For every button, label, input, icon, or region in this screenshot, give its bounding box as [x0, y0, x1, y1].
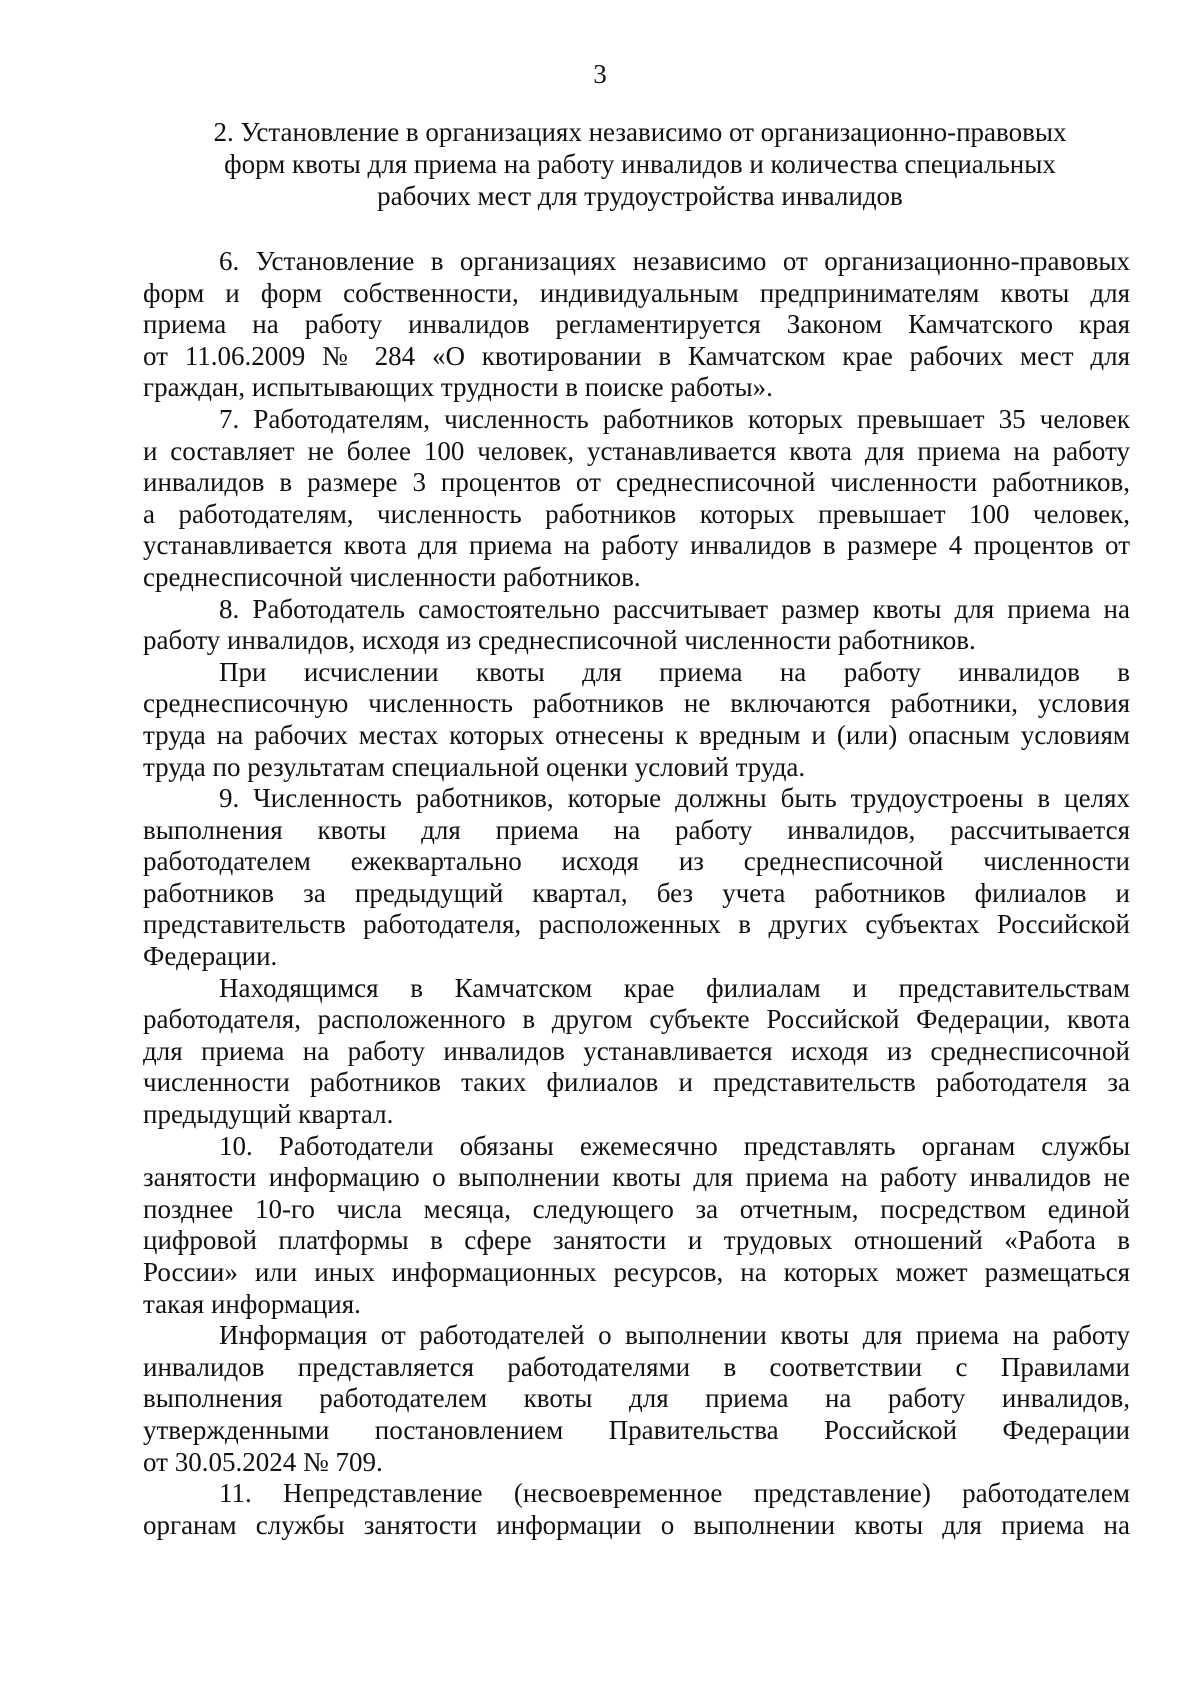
paragraph-line: выполнения работодателем квоты для приема на работу инвалидов, [143, 1383, 1130, 1414]
paragraph-line: приема на работу инвалидов регламентируется Законом Камчатского края [143, 309, 1130, 340]
paragraph-line: работников за предыдущий квартал, без учета работников филиалов и [143, 877, 1130, 908]
paragraph-line: инвалидов представляется работодателями в соответствии с Правилами [143, 1351, 1130, 1382]
paragraph-4 [143, 657, 1130, 783]
paragraph-line: от 30.05.2024 № 709. [143, 1446, 383, 1477]
paragraph-line: 7. Работодателям, численность работников которых превышает 35 человек [219, 403, 1130, 434]
paragraph-2 [143, 404, 1130, 594]
heading-line: рабочих мест для трудоустройства инвалидов [377, 181, 903, 211]
paragraph-line: среднесписочную численность работников не включаются работники, условия [143, 688, 1130, 719]
paragraph-1 [143, 246, 1130, 404]
paragraph-line: предыдущий квартал. [143, 1099, 394, 1130]
paragraph-line: форм и форм собственности, индивидуальным предпринимателям квоты для [143, 277, 1130, 308]
paragraph-line: 9. Численность работников, которые должны быть трудоустроены в целях [219, 783, 1130, 814]
document-body [143, 246, 1130, 1541]
paragraph-line: граждан, испытывающих трудности в поиске работы». [143, 372, 773, 403]
paragraph-line: работу инвалидов, исходя из среднесписочной численности работников. [143, 625, 976, 656]
heading-line: форм квоты для приема на работу инвалидов и количества специальных [224, 149, 1056, 179]
paragraph-line: 8. Работодатель самостоятельно рассчитывает размер квоты для приема на [219, 593, 1130, 624]
paragraph-line: работодателем ежеквартально исходя из среднесписочной численности [143, 846, 1130, 877]
paragraph-line: 10. Работодатели обязаны ежемесячно представлять органам службы [219, 1130, 1130, 1161]
paragraph-8 [143, 1320, 1130, 1478]
section-heading [150, 116, 1130, 212]
paragraph-line: устанавливается квота для приема на работу инвалидов в размере 4 процентов от [143, 530, 1130, 561]
paragraph-5 [143, 783, 1130, 973]
heading-line: 2. Установление в организациях независимо от организационно-правовых [213, 117, 1067, 147]
paragraph-6 [143, 973, 1130, 1131]
paragraph-line: Находящимся в Камчатском крае филиалам и представительствам [219, 972, 1130, 1003]
paragraph-line: работодателя, расположенного в другом субъекте Российской Федерации, квота [143, 1004, 1130, 1035]
paragraph-line: цифровой платформы в сфере занятости и трудовых отношений «Работа в [143, 1225, 1130, 1256]
paragraph-line: такая информация. [143, 1288, 361, 1319]
paragraph-line: При исчислении квоты для приема на работу инвалидов в [219, 656, 1130, 687]
paragraph-line: для приема на работу инвалидов устанавливается исходя из среднесписочной [143, 1035, 1130, 1066]
paragraph-line: 11. Непредставление (несвоевременное представление) работодателем [219, 1478, 1130, 1509]
paragraph-line: Федерации. [143, 941, 278, 972]
paragraph-line: органам службы занятости информации о выполнении квоты для приема на [143, 1509, 1130, 1540]
paragraph-line: Информация от работодателей о выполнении квоты для приема на работу [219, 1320, 1130, 1351]
paragraph-line: труда по результатам специальной оценки условий труда. [143, 751, 806, 782]
paragraph-line: занятости информацию о выполнении квоты для приема на работу инвалидов не [143, 1162, 1130, 1193]
paragraph-line: представительств работодателя, расположенных в других субъектах Российской [143, 909, 1130, 940]
paragraph-line: от 11.06.2009 № 284 «О квотировании в Камчатском крае рабочих мест для [143, 340, 1130, 371]
paragraph-3 [143, 594, 1130, 657]
paragraph-line: среднесписочной численности работников. [143, 561, 641, 592]
paragraph-line: а работодателям, численность работников которых превышает 100 человек, [143, 498, 1130, 529]
paragraph-line: и составляет не более 100 человек, устанавливается квота для приема на работу [143, 435, 1130, 466]
paragraph-7 [143, 1131, 1130, 1321]
paragraph-line: России» или иных информационных ресурсов, на которых может размещаться [143, 1257, 1130, 1287]
paragraph-line: 6. Установление в организациях независимо от организационно-правовых [219, 246, 1130, 276]
paragraph-line: позднее 10-го числа месяца, следующего за отчетным, посредством единой [143, 1193, 1130, 1224]
paragraph-line: труда на рабочих местах которых отнесены к вредным и (или) опасным условиям [143, 719, 1130, 750]
paragraph-line: инвалидов в размере 3 процентов от среднесписочной численности работников, [143, 467, 1130, 498]
paragraph-line: выполнения квоты для приема на работу инвалидов, рассчитывается [143, 814, 1130, 845]
paragraph-line: утвержденными постановлением Правительства Российской Федерации [143, 1414, 1130, 1445]
paragraph-9 [143, 1478, 1130, 1541]
page-number: 3 [593, 59, 607, 89]
paragraph-line: численности работников таких филиалов и представительств работодателя за [143, 1067, 1130, 1098]
